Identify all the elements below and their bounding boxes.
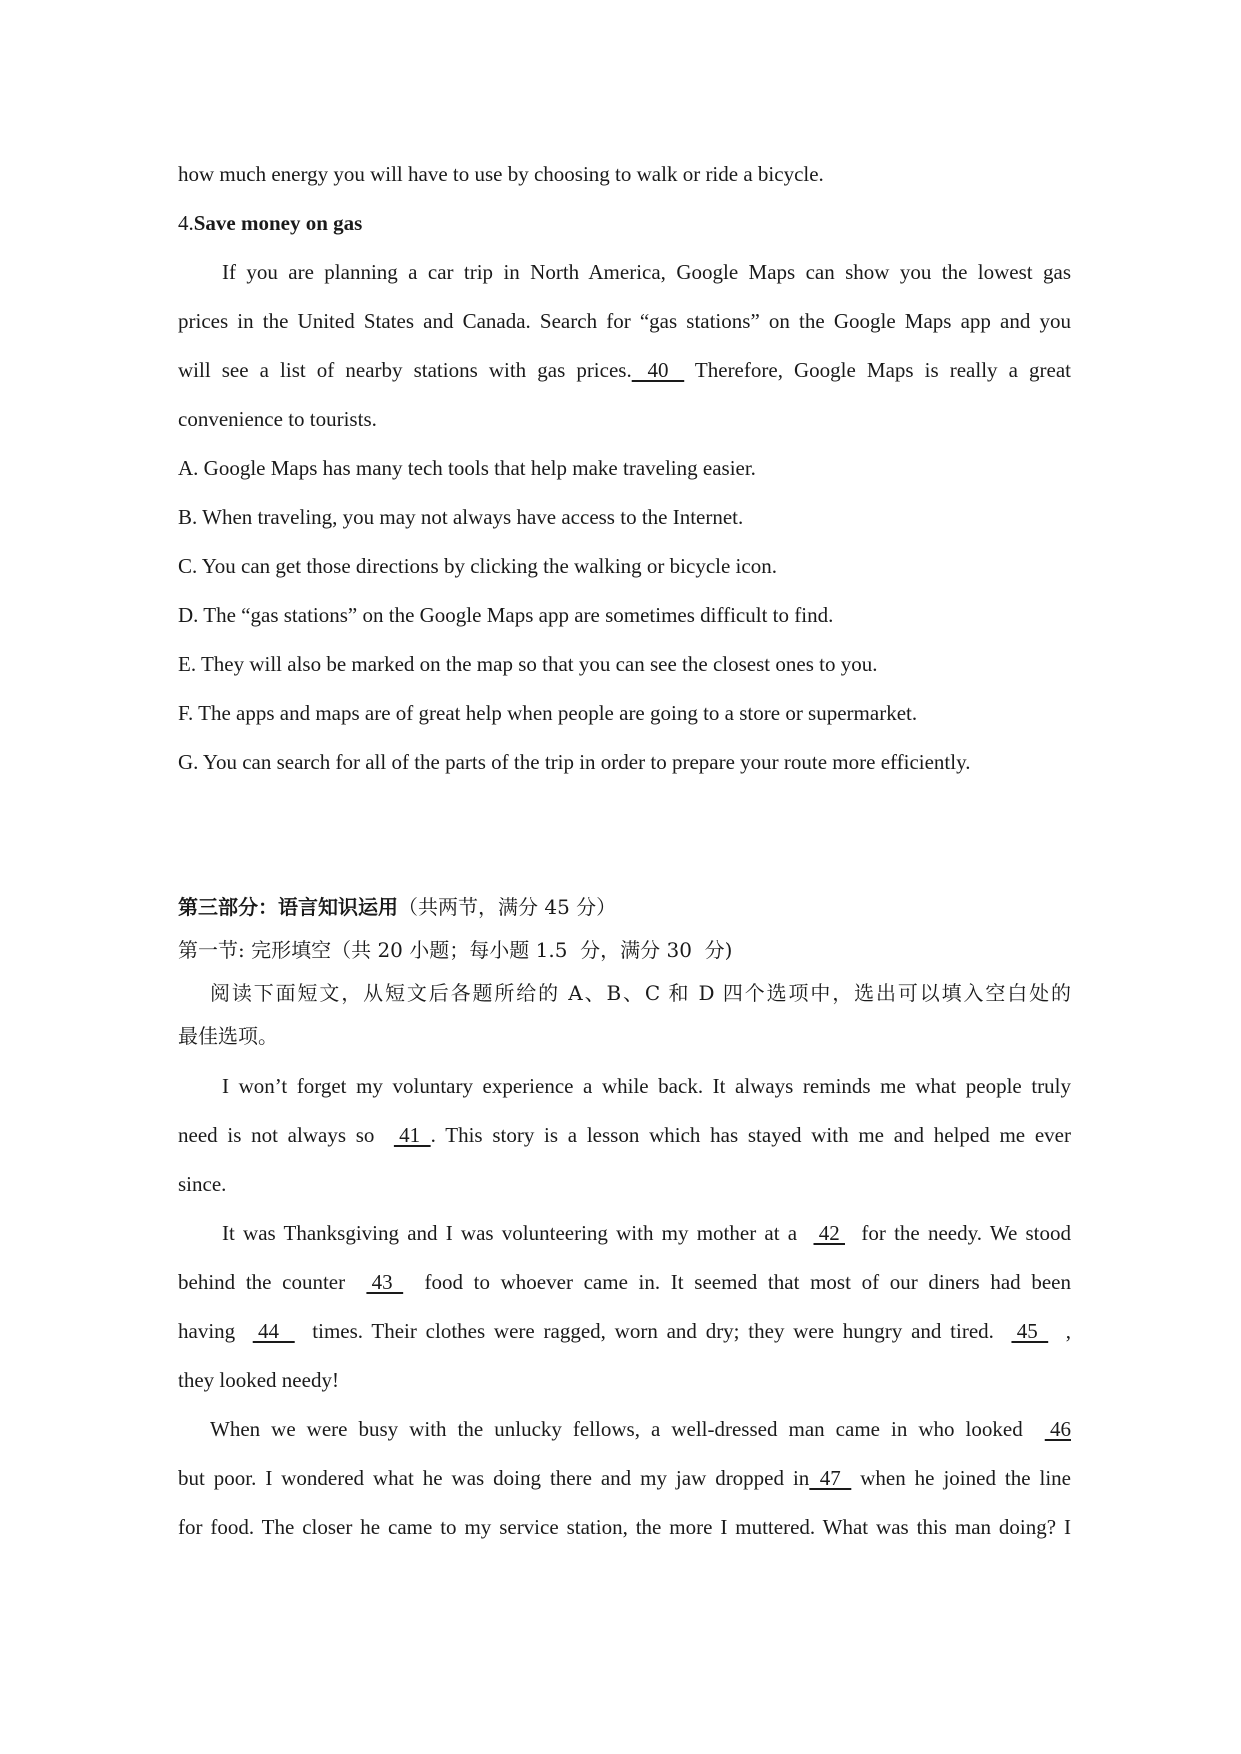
passage-line	[178, 1454, 1071, 1503]
spacer	[178, 787, 1071, 886]
blank-46: 46	[1044, 1417, 1071, 1441]
heading-text: Save money on gas	[193, 211, 363, 235]
option-g: G. You can search for all of the parts of the trip in order to prepare your route more efficiently.	[178, 750, 971, 774]
text-line: how much energy you will have to use by choosing to walk or ride a bicycle.	[178, 162, 824, 186]
option-b: B. When traveling, you may not always have access to the Internet.	[178, 505, 744, 529]
section-heading	[178, 199, 1071, 248]
passage-line	[178, 1258, 1071, 1307]
passage-line	[178, 1111, 1071, 1160]
option-a: A. Google Maps has many tech tools that help make traveling easier.	[178, 456, 756, 480]
passage-line: I won’t forget my voluntary experience a while back. It always reminds me what people truly	[222, 1074, 1071, 1098]
text-segment: will see a list of nearby stations with gas prices.	[178, 358, 632, 382]
document-page	[178, 150, 1071, 1552]
text-segment: It was Thanksgiving and I was volunteering with my mother at a	[222, 1221, 814, 1245]
text-segment: need is not always so	[178, 1123, 394, 1147]
text-segment: having	[178, 1319, 253, 1343]
blank-47: 47	[809, 1466, 852, 1490]
text-segment: . This story is a lesson which has stayed with me and helped me ever	[430, 1123, 1071, 1147]
option-e: E. They will also be marked on the map so that you can see the closest ones to you.	[178, 652, 878, 676]
option-c: C. You can get those directions by clicking the walking or bicycle icon.	[178, 554, 777, 578]
text-segment: times. Their clothes were ragged, worn and dry; they were hungry and tired.	[294, 1319, 1012, 1343]
part3-title-bold: 第三部分：语言知识运用	[178, 895, 398, 919]
text-segment: Therefore, Google Maps is really a great	[684, 358, 1071, 382]
blank-40: 40	[631, 358, 685, 382]
blank-41: 41	[393, 1123, 431, 1147]
text-segment: when he joined the line	[851, 1466, 1071, 1490]
text-segment: When we were busy with the unlucky fellows, a well-dressed man came in who looked	[210, 1417, 1045, 1441]
text-segment: behind the counter	[178, 1270, 367, 1294]
blank-45: 45	[1011, 1319, 1049, 1343]
text-segment: but poor. I wondered what he was doing there and my jaw dropped in	[178, 1466, 810, 1490]
text-segment: food to whoever came in. It seemed that most of our diners had been	[403, 1270, 1071, 1294]
option-f: F. The apps and maps are of great help when people are going to a store or supermarket.	[178, 701, 918, 725]
blank-44: 44	[252, 1319, 295, 1343]
passage-line	[178, 1307, 1071, 1356]
passage-line: they looked needy!	[178, 1368, 339, 1392]
blank-42: 42	[813, 1221, 845, 1245]
option-d: D. The “gas stations” on the Google Maps app are sometimes difficult to find.	[178, 603, 834, 627]
instruction-line: 最佳选项。	[178, 1024, 278, 1048]
paragraph-line: convenience to tourists.	[178, 407, 377, 431]
paragraph-line	[178, 346, 1071, 395]
blank-43: 43	[366, 1270, 404, 1294]
passage-line: for food. The closer he came to my service station, the more I muttered. What was this man doing? I	[178, 1515, 1071, 1539]
passage-line: since.	[178, 1172, 227, 1196]
passage-line	[178, 1405, 1071, 1454]
paragraph-line: prices in the United States and Canada. Search for “gas stations” on the Google Maps app and you	[178, 309, 1071, 333]
part3-title	[178, 886, 1071, 929]
text-segment: ,	[1048, 1319, 1072, 1343]
instruction-line: 阅读下面短文，从短文后各题所给的 A、B、C 和 D 四个选项中，选出可以填入空白处的	[210, 981, 1071, 1005]
heading-number: 4.	[178, 211, 194, 235]
part3-title-rest: （共两节，满分 45 分）	[398, 895, 617, 919]
passage-line	[178, 1209, 1071, 1258]
paragraph-line: If you are planning a car trip in North America, Google Maps can show you the lowest gas	[222, 260, 1071, 284]
part3-subtitle: 第一节: 完形填空（共 20 小题；每小题 1.5 分，满分 30 分)	[178, 938, 733, 962]
text-segment: for the needy. We stood	[845, 1221, 1071, 1245]
